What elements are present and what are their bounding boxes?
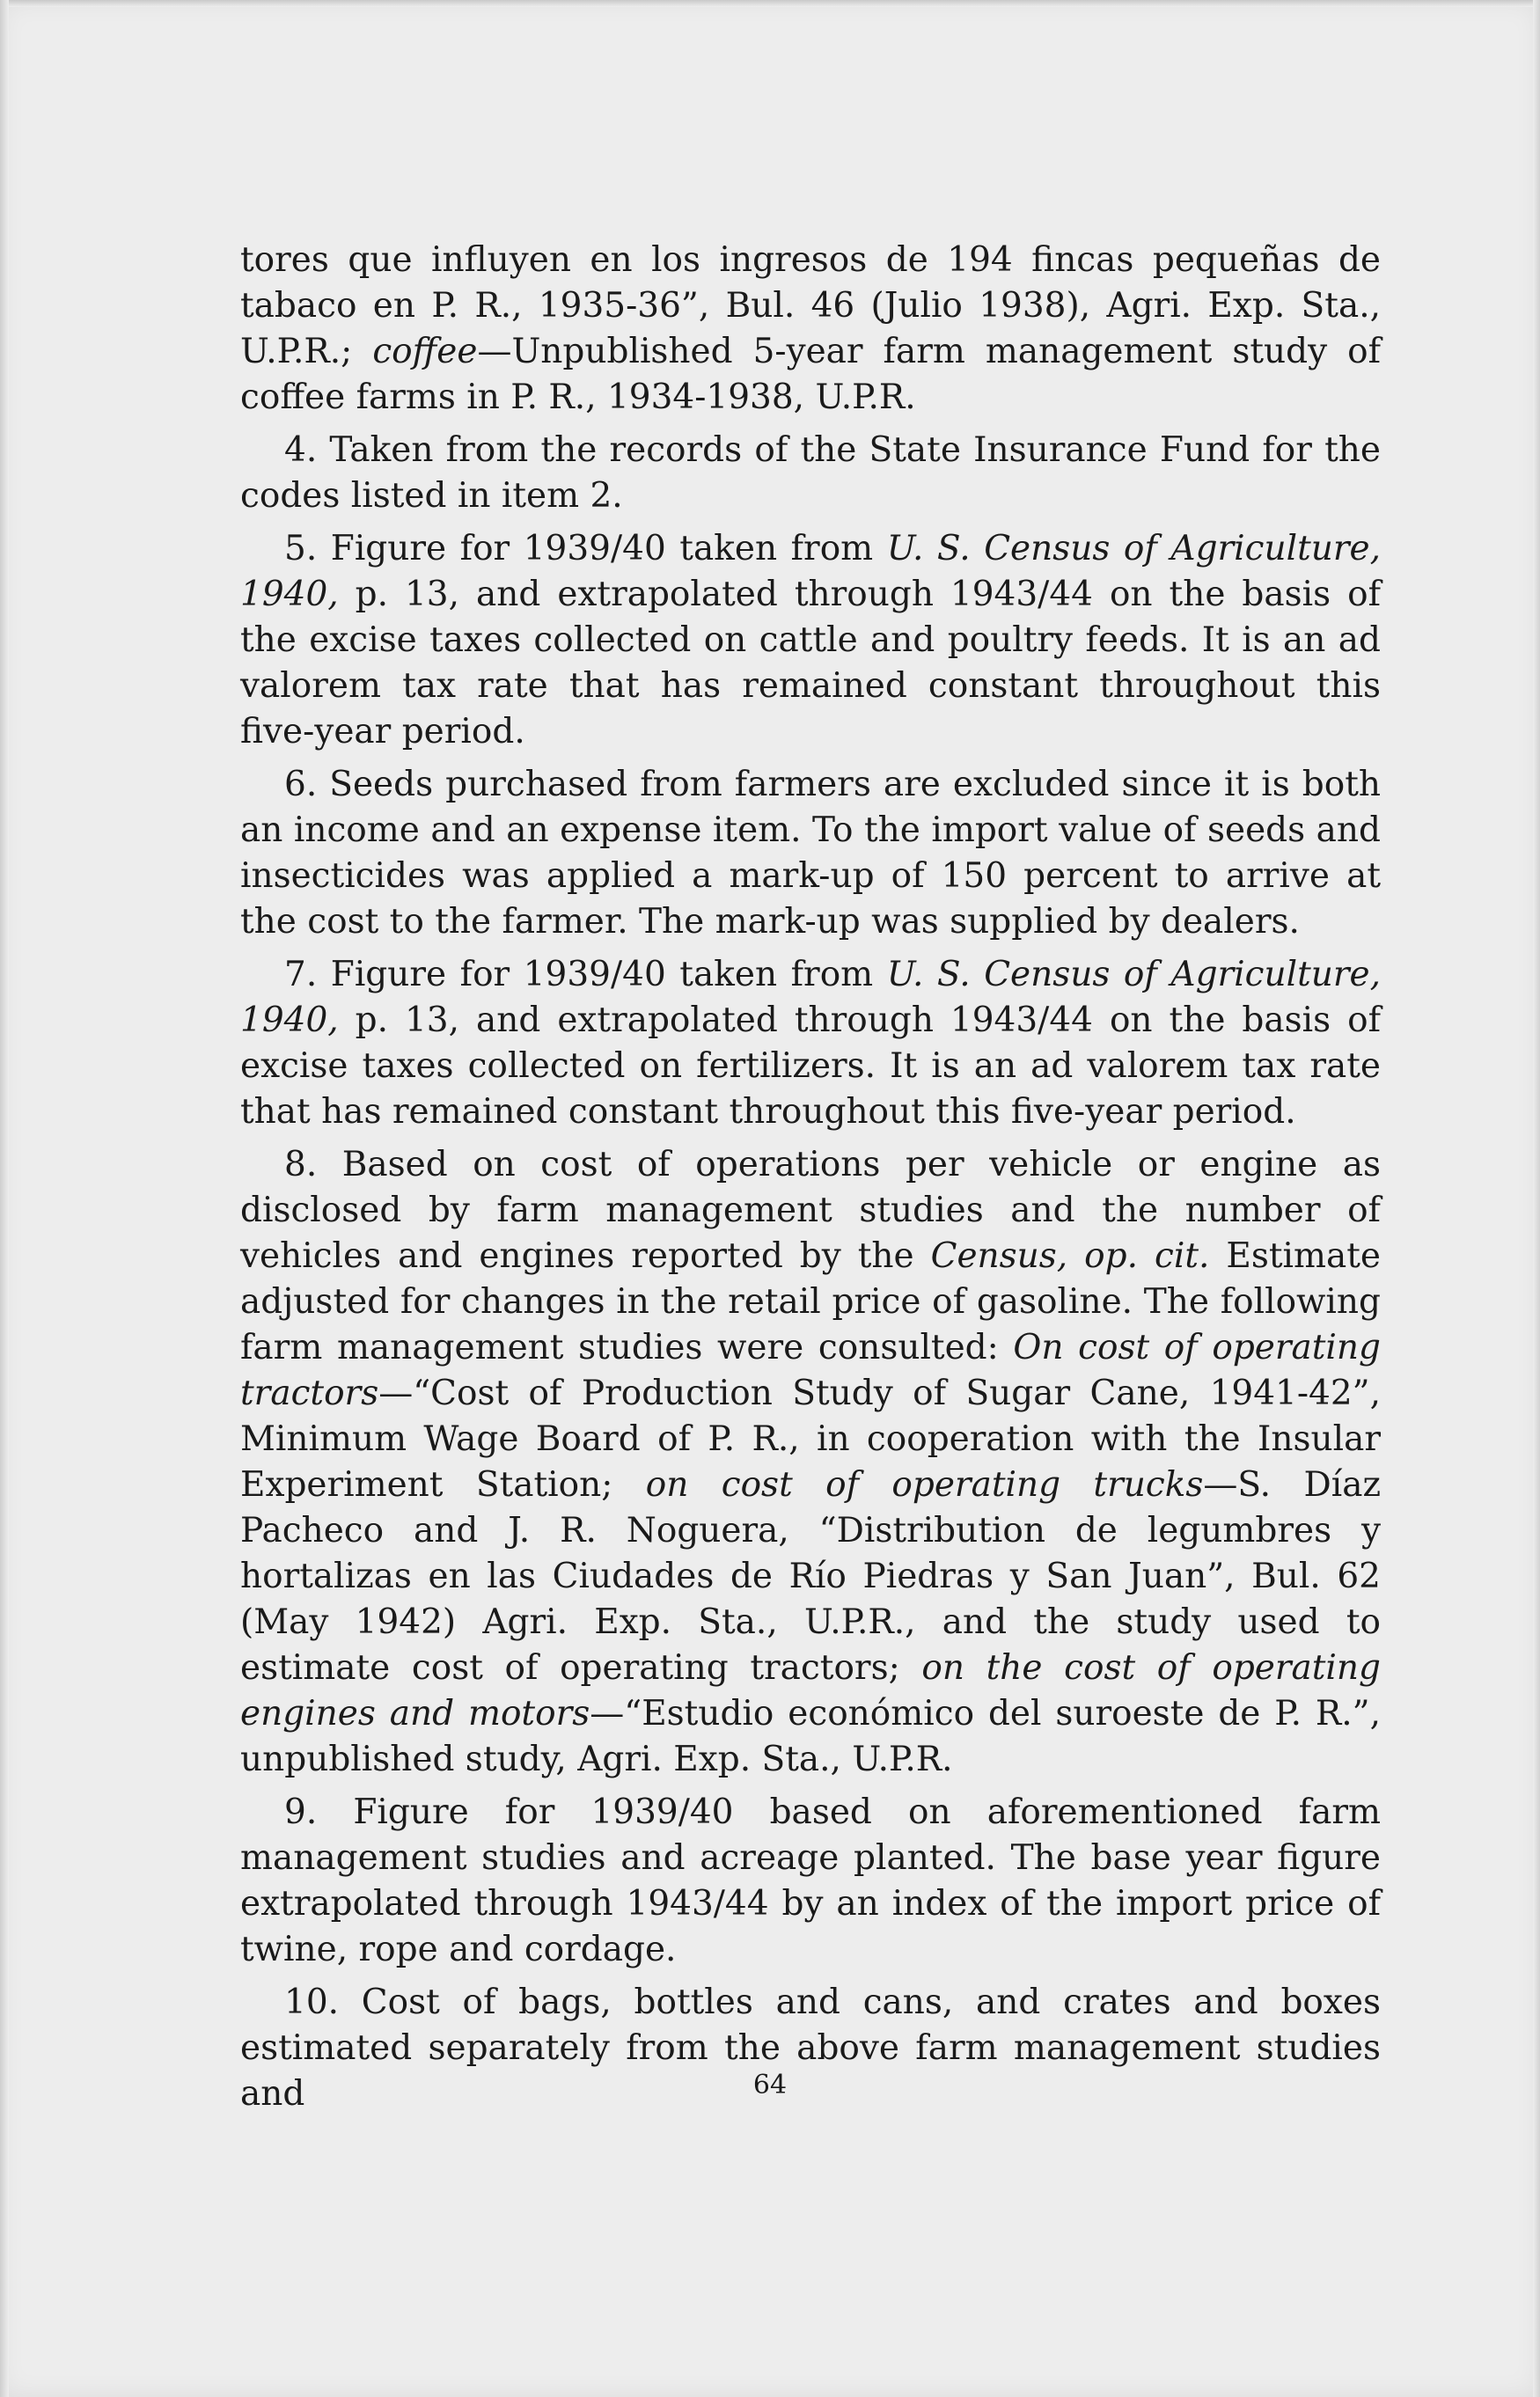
page-edge-top — [0, 0, 1540, 7]
footnotes-text — [240, 238, 1381, 2124]
page-edge-right — [1533, 0, 1540, 2397]
page-edge-left — [0, 0, 9, 2397]
note-5: 5. Figure for 1939/40 taken from U. S. Census of Agriculture, 1940, p. 13, and extrapolated through 1943/44 on the basis of the excise taxes collected on cattle and poultry feeds. It is an ad valorem tax rate that has remained constant throughout this five-year period. — [240, 529, 1381, 751]
note-7: 7. Figure for 1939/40 taken from U. S. Census of Agriculture, 1940, p. 13, and extrapolated through 1943/44 on the basis of excise taxes collected on fertilizers. It is an ad valorem tax rate that has remained constant throughout this five-year period. — [240, 955, 1381, 1132]
note-3-continuation: tores que influyen en los ingresos de 194 fincas pequeñas de tabaco en P. R., 1935-36”, Bul. 46 (Julio 1938), Agri. Exp. Sta., U.P.R.; coffee—Unpublished 5-year farm management study of coffee farms in P. R., 1934-1938, U.P.R. — [240, 240, 1382, 417]
note-8: 8. Based on cost of operations per vehicle or engine as disclosed by farm management studies and the number of vehicles and engines reported by the Census, op. cit. Estimate adjusted for changes in the retail price of gasoline. The following farm management studies were consulted: On cost of operating tractors—“Cost of Production Study of Sugar Cane, 1941-42”, Minimum Wage Board of P. R., in cooperation with the Insular Experiment Station; on cost of operating trucks—S. Díaz Pacheco and J. R. Noguera, “Distribution de legumbres y hortalizas en las Ciudades de Río Piedras y San Juan”, Bul. 62 (May 1942) Agri. Exp. Sta., U.P.R., and the study used to estimate cost of operating tractors; on the cost of operating engines and motors—“Estudio económico del suroeste de P. R.”, unpublished study, Agri. Exp. Sta., U.P.R. — [240, 1145, 1382, 1779]
note-10: 10. Cost of bags, bottles and cans, and crates and boxes estimated separately from the above farm management studies and — [240, 1983, 1381, 2114]
note-9: 9. Figure for 1939/40 based on aforementioned farm management studies and acreage planted. The base year figure extrapolated through 1943/44 by an index of the import price of twine, rope and cordage. — [240, 1792, 1381, 1969]
page-number: 64 — [752, 2070, 788, 2100]
note-4: 4. Taken from the records of the State Insurance Fund for the codes listed in item 2. — [240, 430, 1381, 516]
note-6: 6. Seeds purchased from farmers are excluded since it is both an income and an expense item. To the import value of seeds and insecticides was applied a mark-up of 150 percent to arrive at the cost to the farmer. The mark-up was supplied by dealers. — [240, 765, 1381, 942]
